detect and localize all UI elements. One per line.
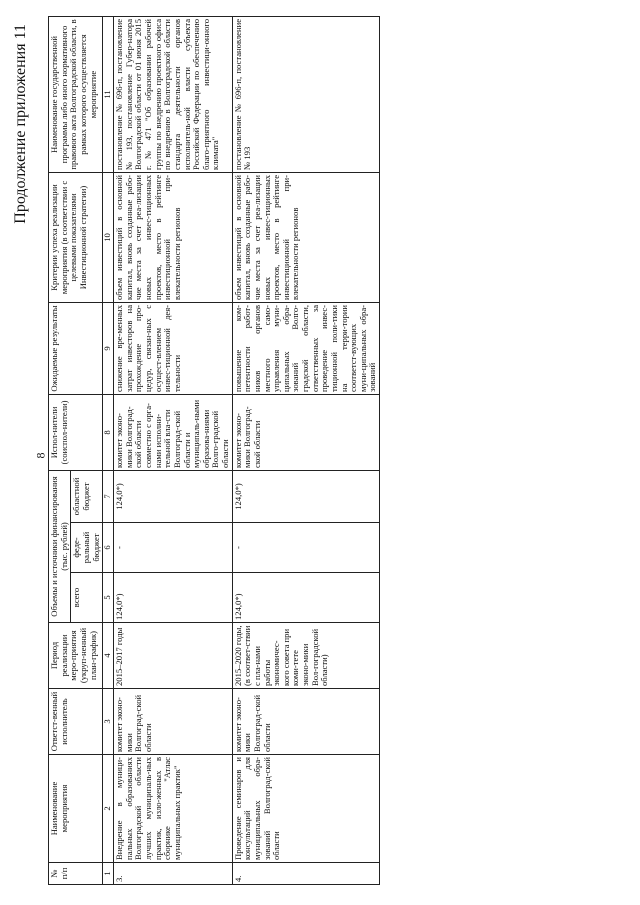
column-number: 5 [103, 573, 114, 623]
row-performers: комитет эконо-мики Волгоград-ской области [232, 394, 379, 470]
row-executor: комитет эконо-мики Волгоград-ской области [232, 689, 379, 755]
header-regional: областной бюджет [71, 470, 103, 522]
column-number: 11 [103, 16, 114, 172]
column-number: 4 [103, 623, 114, 689]
table-row [232, 16, 379, 884]
column-number: 2 [103, 755, 114, 863]
table-row [114, 16, 233, 884]
header-row-top [49, 16, 71, 884]
row-period: 2015–2017 годы [114, 623, 233, 689]
row-period: 2015–2020 годы, (в соответ-ствии с пла-нами работы экономичес-кого совета при коми-тете эконо-мики Вол-гоградской области) [232, 623, 379, 689]
row-num: 4. [232, 863, 379, 885]
column-number: 7 [103, 470, 114, 522]
header-total: всего [71, 573, 103, 623]
header-num: № п/п [49, 863, 103, 885]
header-period: Период реализации меро-приятия (укруп-ненный план-график) [49, 623, 103, 689]
column-number: 3 [103, 689, 114, 755]
row-criteria: объем инвестиций в основной капитал, вновь созданные рабо-чие места за счет реа-лизации новых инвес-тиционных проектов, место в рейтинге инвестиционной при-влекательности регионов [114, 172, 233, 302]
row-num: 3. [114, 863, 233, 885]
row-criteria: объем инвестиций в основной капитал, вновь созданные рабо-чие места за счет реа-лизации новых инвес-тиционных проектов, место в рейтинге инвестиционной при-влекательности регионов [232, 172, 379, 302]
row-federal: - [114, 523, 233, 573]
column-number: 8 [103, 394, 114, 470]
header-name: Наименование мероприятия [49, 755, 103, 863]
row-act: постановление № 696-п, постановление № 193 [232, 16, 379, 172]
header-executor: Ответст-венный исполнитель [49, 689, 103, 755]
row-executor: комитет эконо-мики Волгоград-ской области [114, 689, 233, 755]
header-performers: Испол-нители (соиспол-нители) [49, 394, 103, 470]
row-expected: повышение ком-петентности работ-ников органов местного само-управления муни-ципальных обра-зований Волго-градской области, ответственных за проведение инвес-тиционной поли-тики на терри-тории соответст-вующих муни-ципальных обра-зований [232, 302, 379, 394]
row-name: Внедрение в муници-пальных образованиях Волгоградской области лучших муниципаль-ных практик, изло-женных в сборнике "Атлас муниципальных практик" [114, 755, 233, 863]
page-number: 8 [33, 452, 48, 459]
row-regional: 124,0*) [232, 470, 379, 522]
column-numbers-row [103, 16, 114, 884]
header-federal: феде-ральный бюджет [71, 523, 103, 573]
header-act: Наименование государственной программы либо иного нормативного правового акта Волгоградской области, в рамках которого осуществляется мероприятие [49, 16, 103, 172]
row-total: 124,0*) [232, 573, 379, 623]
header-expected: Ожидаемые результаты [49, 302, 103, 394]
row-federal: - [232, 523, 379, 573]
column-number: 9 [103, 302, 114, 394]
column-number: 6 [103, 523, 114, 573]
document-sheet [0, 10, 640, 895]
column-number: 10 [103, 172, 114, 302]
header-funding: Объемы и источники финансирования (тыс. рублей) [49, 470, 71, 622]
row-act: постановление № 696-п, постановление № 193, постановление Губер-натора Волгоградской области от 01 июня 2015 г. № 471 "Об образовании рабочей группы по внедрению проектного офиса по внедрению в Волгоградской области стандарта деятельности органов исполнитель-ной власти субъекта Российской Федерации по обеспечению благо-приятного инвестици-онного климата" [114, 16, 233, 172]
continuation-title: Продолжение приложения 11 [12, 24, 29, 224]
row-regional: 124,0*) [114, 470, 233, 522]
measures-table [48, 16, 380, 885]
column-number: 1 [103, 863, 114, 885]
row-performers: комитет эконо-мики Волгоград-ской области совместно с орга-нами исполни-тельной вла-сти Волгоград-ской области и муниципаль-ными образова-ниями Волго-градской области [114, 394, 233, 470]
row-expected: снижение вре-менных затрат инвесторов на прохождение про-цедур, связан-ных с осущест-влением инвес-тиционной дея-тельности [114, 302, 233, 394]
header-criteria: Критерии успеха реализации мероприятия (в соответствии с целевыми показателями Инвестиционной стратегии) [49, 172, 103, 302]
row-name: Проведение семинаров и консультаций для муниципальных обра-зований Волгоград-ской области [232, 755, 379, 863]
row-total: 124,0*) [114, 573, 233, 623]
